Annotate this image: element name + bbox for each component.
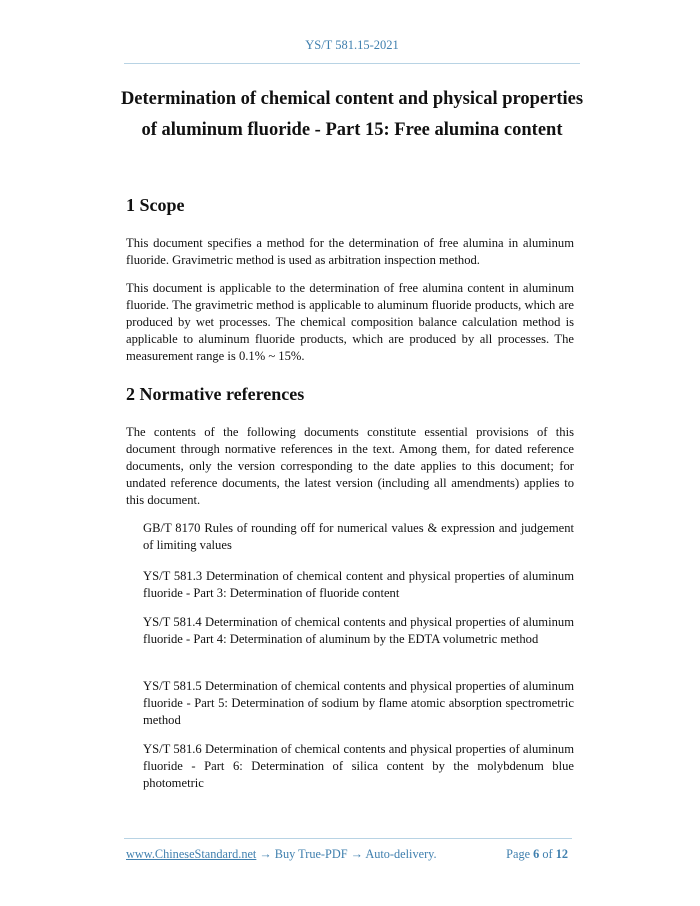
section-heading-normative-references: 2 Normative references [126,384,305,404]
document-title [110,84,594,146]
scope-paragraph-1: This document specifies a method for the determination of free alumina in aluminum fluoride. Gravimetric method is used as arbitration inspection method. [126,236,574,267]
header-divider [124,63,580,64]
footer-divider [124,838,572,839]
reference-item: YS/T 581.6 Determination of chemical contents and physical properties of aluminum fluoride - Part 6: Determination of silica content by the molybdenum blue photometric [143,742,574,790]
chinesestandard-link[interactable]: www.ChineseStandard.net [126,847,257,861]
running-header: YS/T 581.15-2021 [305,38,399,52]
reference-item: GB/T 8170 Rules of rounding off for numerical values & expression and judgement of limiting values [143,521,574,552]
reference-item: YS/T 581.5 Determination of chemical contents and physical properties of aluminum fluoride - Part 5: Determination of sodium by flame atomic absorption spectrometric method [143,679,574,727]
page-indicator [506,847,568,862]
footer-tagline: → Buy True-PDF → Auto-delivery. [256,847,437,861]
page-of: of [542,847,553,861]
reference-item: YS/T 581.3 Determination of chemical content and physical properties of aluminum fluoride - Part 3: Determination of fluoride content [143,569,574,600]
title-line-2: of aluminum fluoride - Part 15: Free alumina content [141,120,563,140]
title-line-1: Determination of chemical content and physical properties [120,89,584,109]
page-label: Page [506,847,531,861]
page-footer [126,847,572,862]
page-current: 6 [533,847,540,861]
scope-paragraph-2: This document is applicable to the determination of free alumina content in aluminum fluoride. The gravimetric method is applicable to aluminum fluoride products, which are produced by wet processes. The chemical composition balance calculation method is applicable to aluminum fluoride products, which are produced by all processes. The measurement range is 0.1% ~ 15%. [126,281,574,363]
section-heading-scope: 1 Scope [126,195,185,215]
normative-intro-paragraph: The contents of the following documents constitute essential provisions of this document through normative references in the text. Among them, for dated reference documents, only the version corresponding to the date applies to this document; for undated reference documents, the latest version (including all amendments) applies to this document. [126,425,574,507]
page-total: 12 [555,847,568,861]
reference-item: YS/T 581.4 Determination of chemical contents and physical properties of aluminum fluoride - Part 4: Determination of aluminum by the EDTA volumetric method [143,615,574,646]
